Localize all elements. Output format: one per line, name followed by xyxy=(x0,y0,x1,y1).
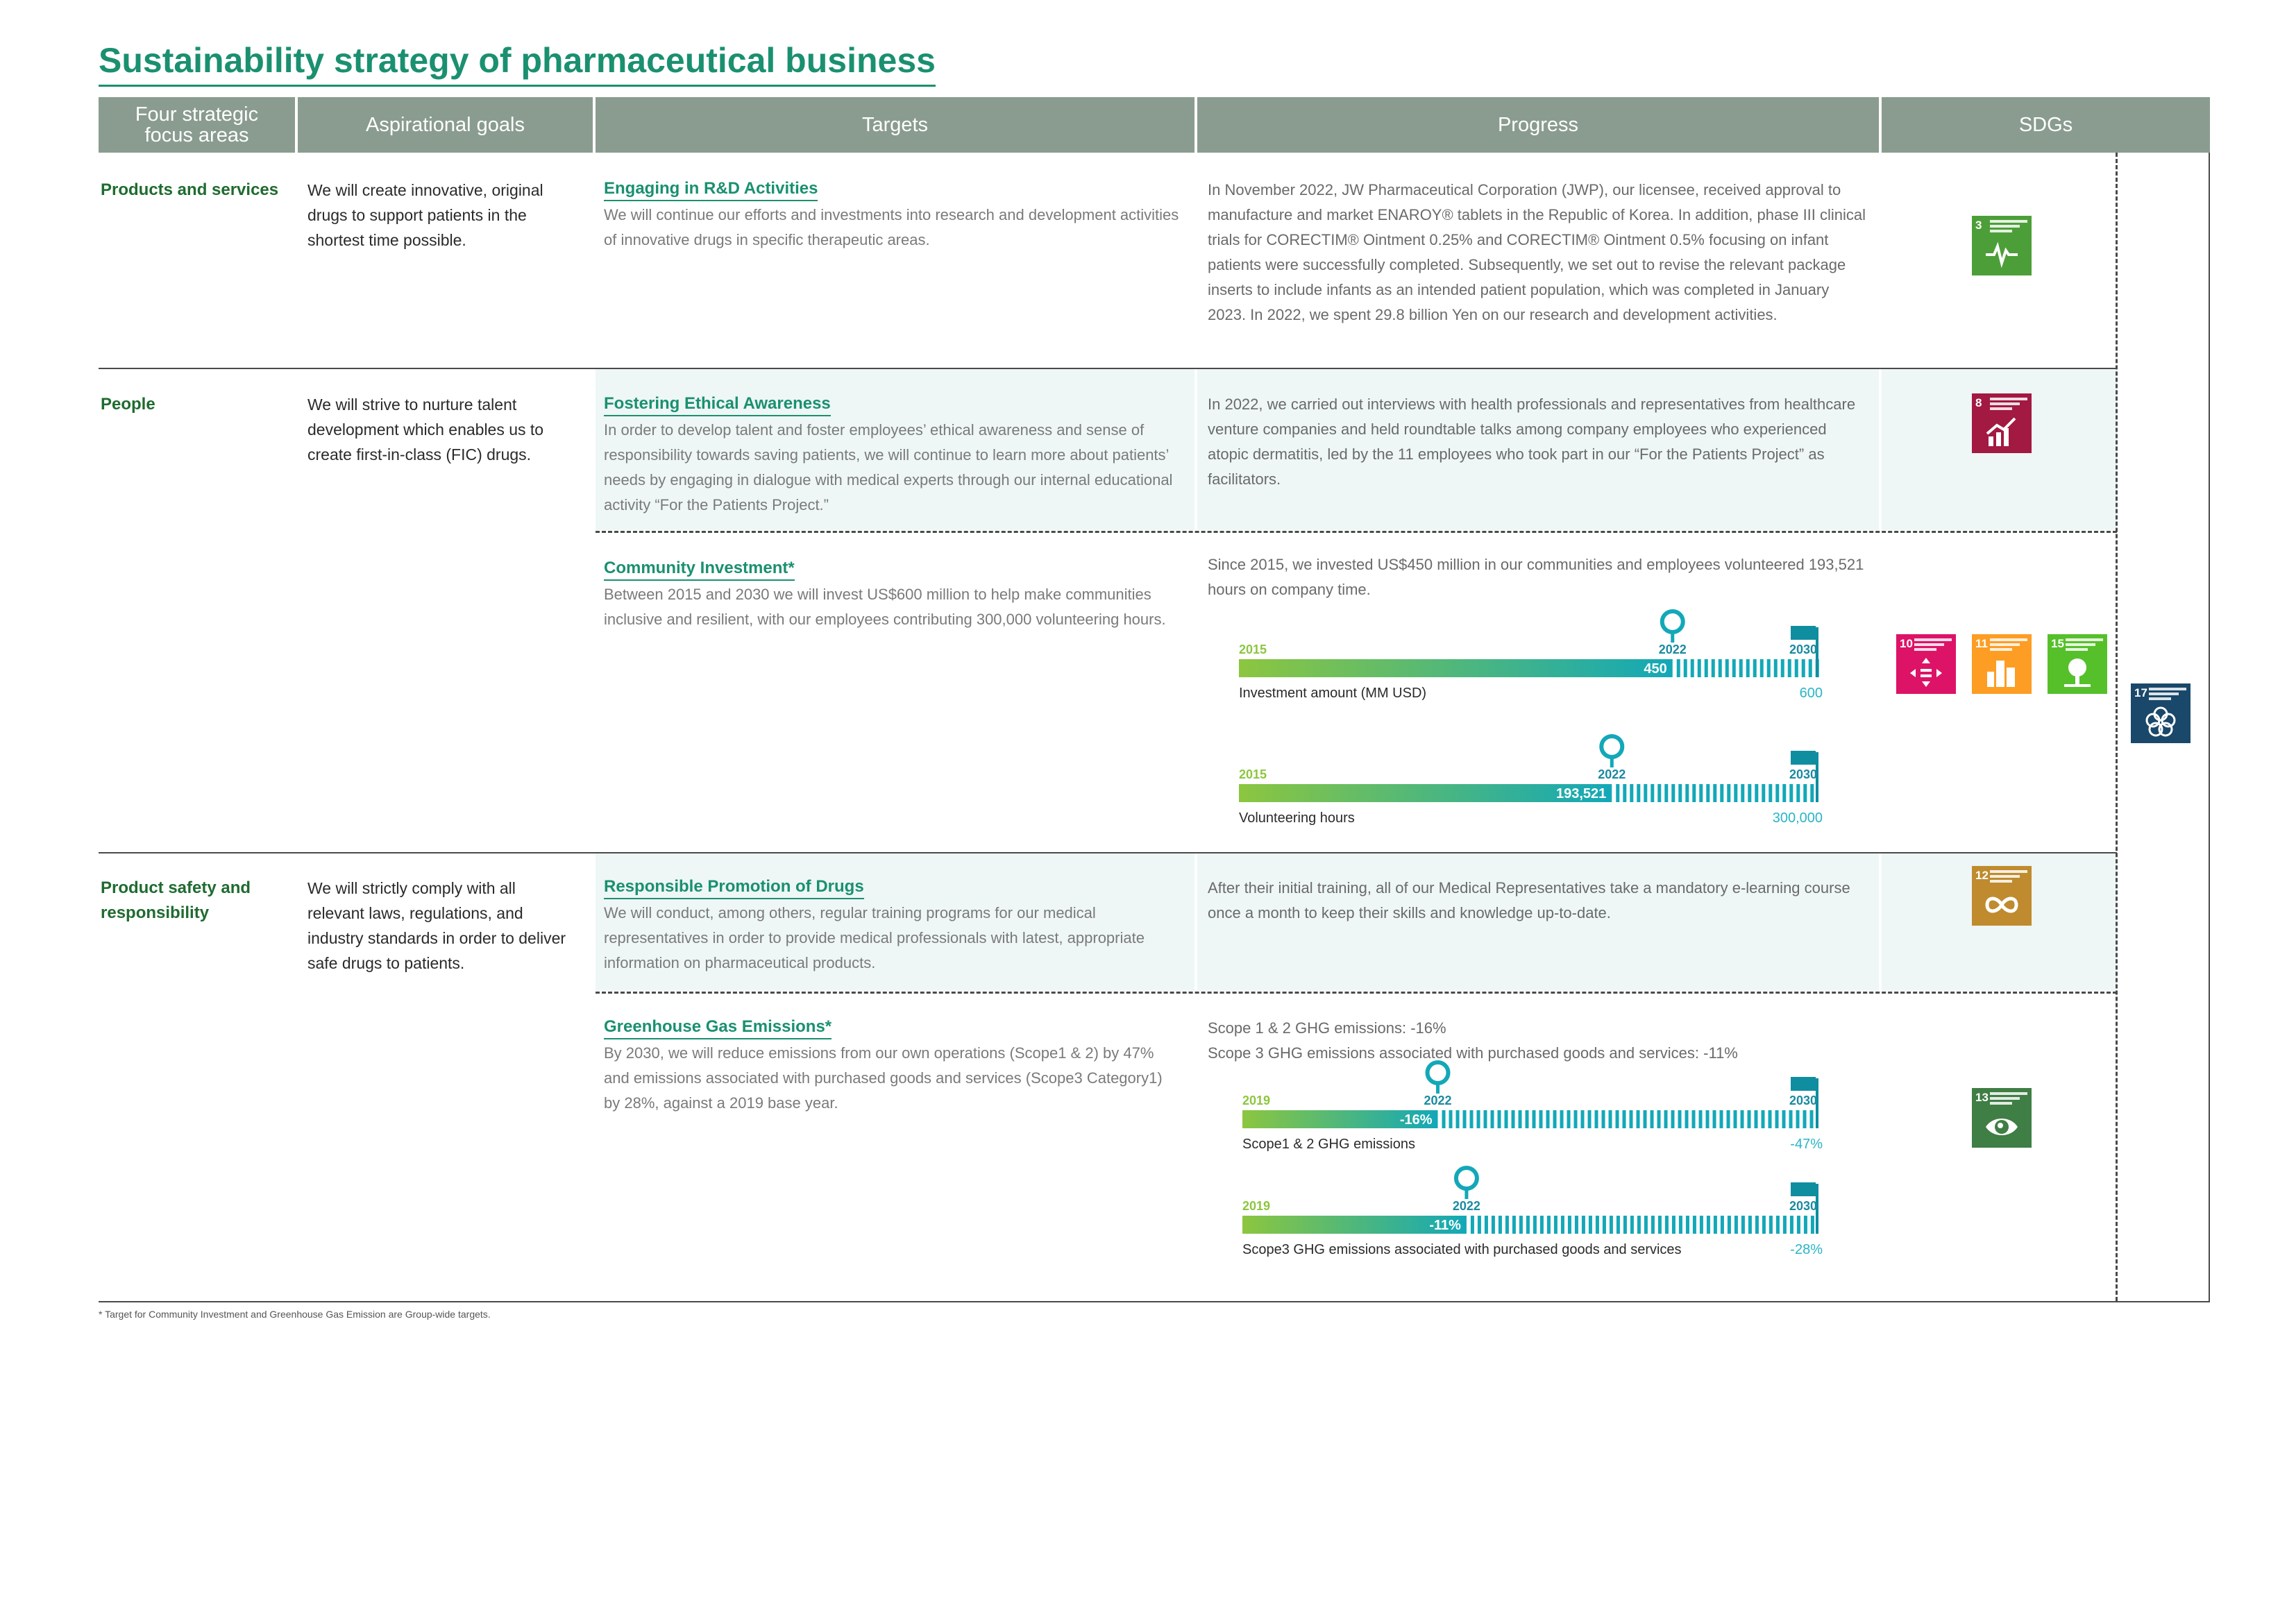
flag-icon xyxy=(1791,1077,1816,1091)
progress-bar-stripe xyxy=(1665,1216,1669,1234)
progress-bar-stripe xyxy=(1755,1216,1759,1234)
page-title: Sustainability strategy of pharmaceutical business xyxy=(99,40,936,87)
sdg-17-icon xyxy=(2131,683,2191,743)
focus-area-safety: Product safety and responsibility xyxy=(101,878,251,922)
progress-bar-stripe xyxy=(1796,784,1800,802)
progress-bar-stripe xyxy=(1762,784,1765,802)
progress-bar-stripe xyxy=(1589,1216,1592,1234)
progress-bar-stripe xyxy=(1803,1110,1807,1128)
progress-bar-stripe xyxy=(1471,1216,1474,1234)
progress-bar-stripe xyxy=(1449,1110,1453,1128)
progress-bar-stripe xyxy=(1721,1216,1724,1234)
target-desc-community: Between 2015 and 2030 we will invest US$600 million to help make communities inclusive and resilient, with our employees contributing 300,000 volunteering hours. xyxy=(604,586,1166,628)
target-title-community: Community Investment* xyxy=(604,559,795,581)
progress-bar-stripe xyxy=(1809,659,1812,677)
target-value-label: 600 xyxy=(1799,686,1823,701)
sdg-15-icon xyxy=(2048,634,2107,694)
progress-bar-stripe xyxy=(1505,1110,1508,1128)
progress-bar-stripe xyxy=(1790,1216,1793,1234)
progress-bar-stripe xyxy=(1442,1110,1446,1128)
progress-rnd: In November 2022, JW Pharmaceutical Corporation (JWP), our licensee, received approval to manufacture and market ENAROY® tablets in the Republic of Korea. In addition, phase III clinical trials for CORECTIM® Ointment 0.25% and CORECTIM® Ointment 0.5% focusing on infant patients were successfully completed. Subsequently, we set out to revise the relevant package inserts to include infants as an intended patient population, which was completed in January 2023. In 2022, we spent 29.8 billion Yen on our research and development activities. xyxy=(1208,181,1866,323)
progress-bar-stripe xyxy=(1746,659,1750,677)
progress-bar-stripe xyxy=(1719,659,1722,677)
progress-bar-stripe xyxy=(1677,659,1680,677)
sdg-8-icon xyxy=(1972,393,2032,453)
progress-bar-stripe xyxy=(1588,1110,1592,1128)
progress-bar-stripe xyxy=(1477,1110,1480,1128)
progress-bar-stripe xyxy=(1741,1216,1745,1234)
sdg-3-icon xyxy=(1972,216,2032,275)
goal-products: We will create innovative, original drugs to support patients in the shortest time possible. xyxy=(307,181,543,249)
progress-bar-stripe xyxy=(1623,1216,1627,1234)
sdg-goal-label-graphic xyxy=(1990,870,2027,885)
bar-caption: Volunteering hours xyxy=(1239,810,1355,826)
progress-bar-stripe xyxy=(1775,784,1779,802)
current-year-label: 2022 xyxy=(1598,767,1626,781)
sdg-goal-label-graphic xyxy=(1990,1092,2027,1107)
target-title-rnd: Engaging in R&D Activities xyxy=(604,179,818,201)
sdg-goal-label-graphic xyxy=(1990,398,2027,413)
tree-icon xyxy=(2060,656,2095,688)
goal-people: We will strive to nurture talent development which enables us to create first-in-class (FIC) drugs. xyxy=(307,396,544,464)
progress-bar-stripe xyxy=(1672,1216,1675,1234)
progress-bar-stripe xyxy=(1782,784,1786,802)
current-year-label: 2022 xyxy=(1424,1094,1452,1107)
progress-bar-stripe xyxy=(1609,1110,1612,1128)
progress-bar-stripe xyxy=(1526,1110,1529,1128)
progress-bar-stripe xyxy=(1553,1110,1557,1128)
bar-caption: Investment amount (MM USD) xyxy=(1239,686,1427,701)
header-sdgs: SDGs xyxy=(1882,97,2210,153)
progress-bar-stripe xyxy=(1762,1216,1766,1234)
progress-bar-stripe xyxy=(1769,1110,1772,1128)
progress-bar-stripe xyxy=(1685,1110,1689,1128)
current-value-label: -16% xyxy=(1399,1112,1433,1128)
progress-bar-stripe xyxy=(1519,1216,1523,1234)
progress-ethics: In 2022, we carried out interviews with health professionals and representatives from healthcare venture companies and held roundtable talks among company employees who experienced atopic dermatitis, led by the 11 employees who took part in our “For the Patients Project” as facilitators. xyxy=(1208,396,1856,488)
progress-bar-stripe xyxy=(1644,784,1647,802)
end-year-label: 2030 xyxy=(1789,1094,1817,1107)
focus-area-people: People xyxy=(101,395,155,414)
eye-earth-icon xyxy=(1984,1110,2019,1142)
progress-bar-stripe xyxy=(1671,1110,1675,1128)
progress-bar-stripe xyxy=(1574,1110,1578,1128)
infinity-icon xyxy=(1984,888,2019,920)
progress-bar-stripe xyxy=(1691,659,1694,677)
progress-bar-stripe xyxy=(1699,784,1703,802)
progress-bar-stripe xyxy=(1596,1216,1599,1234)
location-pin-icon xyxy=(1428,1062,1449,1083)
progress-bar-stripe xyxy=(1705,659,1708,677)
header-focus-areas: Four strategic focus areas xyxy=(99,97,295,153)
bar-caption: Scope1 & 2 GHG emissions xyxy=(1242,1137,1415,1152)
progress-bar-stripe xyxy=(1679,1216,1682,1234)
progress-bar-stripe xyxy=(1748,784,1751,802)
progress-bar-stripe xyxy=(1533,1110,1536,1128)
progress-bar-stripe xyxy=(1651,784,1654,802)
progress-bar-stripe xyxy=(1526,1216,1530,1234)
progress-community: Since 2015, we invested US$450 million in our communities and employees volunteered 193,521 hours on company time. xyxy=(1208,556,1864,598)
progress-bar-stripe xyxy=(1630,1216,1634,1234)
progress-bar-stripe xyxy=(1630,784,1633,802)
location-pin-icon xyxy=(1601,736,1622,757)
progress-ghg-scope3: Scope 3 GHG emissions associated with purchased goods and services: -11% xyxy=(1208,1044,1738,1062)
progress-bar-stripe xyxy=(1610,1216,1613,1234)
heartbeat-icon xyxy=(1984,238,2019,270)
progress-bar-stripe xyxy=(1539,1110,1543,1128)
progress-bar-stripe xyxy=(1720,1110,1723,1128)
progress-bar-stripe xyxy=(1728,1216,1731,1234)
progress-bar-stripe xyxy=(1630,1110,1633,1128)
sdg-number: 12 xyxy=(1975,869,1989,882)
progress-bar-stripe xyxy=(1776,1216,1780,1234)
progress-bar-stripe xyxy=(1714,1216,1717,1234)
progress-bar-stripe xyxy=(1732,659,1736,677)
progress-bar-stripe xyxy=(1547,1216,1551,1234)
progress-bar-stripe xyxy=(1567,1110,1571,1128)
progress-bar-stripe xyxy=(1540,1216,1544,1234)
start-year-label: 2019 xyxy=(1242,1199,1271,1213)
progress-bar-stripe xyxy=(1783,1216,1787,1234)
progress-bar-stripe xyxy=(1456,1110,1460,1128)
start-year-label: 2019 xyxy=(1242,1094,1271,1107)
progress-bar-stripe xyxy=(1739,659,1743,677)
header-progress: Progress xyxy=(1197,97,1879,153)
progress-bar-stripe xyxy=(1706,784,1710,802)
start-year-label: 2015 xyxy=(1239,643,1267,656)
bar-caption: Scope3 GHG emissions associated with purchased goods and services xyxy=(1242,1242,1682,1257)
progress-bar-stripe xyxy=(1623,1110,1626,1128)
sdg-goal-label-graphic xyxy=(2149,688,2186,703)
progress-bar-stripe xyxy=(1810,784,1814,802)
progress-bar-stripe xyxy=(1727,784,1730,802)
end-year-label: 2030 xyxy=(1789,643,1817,656)
sdg-goal-label-graphic xyxy=(1990,638,2027,654)
target-desc-rnd: We will continue our efforts and investments into research and development activities of innovative drugs in specific therapeutic areas. xyxy=(604,206,1179,248)
equality-arrows-icon xyxy=(1909,656,1943,688)
location-pin-icon xyxy=(1456,1168,1477,1189)
progress-bar-stripe xyxy=(1803,784,1807,802)
footnote: * Target for Community Investment and Greenhouse Gas Emission are Group-wide targets. xyxy=(99,1309,491,1320)
progress-bar-stripe xyxy=(1811,1216,1814,1234)
progress-bar-stripe xyxy=(1753,659,1757,677)
progress-bar-stripe xyxy=(1499,1216,1502,1234)
progress-bar-stripe xyxy=(1767,659,1771,677)
sdg-10-icon xyxy=(1896,634,1956,694)
progress-bar-stripe xyxy=(1795,659,1798,677)
focus-area-products: Products and services xyxy=(101,180,279,199)
progress-bar-stripe xyxy=(1693,1216,1696,1234)
progress-bar-stripe xyxy=(1802,659,1805,677)
current-year-label: 2022 xyxy=(1452,1199,1480,1213)
progress-bar-stripe xyxy=(1810,1110,1814,1128)
progress-bar-stripe xyxy=(1725,659,1729,677)
progress-bar-stripe xyxy=(1581,1110,1585,1128)
flag-icon xyxy=(1791,1182,1816,1196)
sdg-number: 3 xyxy=(1975,219,1982,232)
progress-bar-stripe xyxy=(1560,1110,1564,1128)
progress-bar-stripe xyxy=(1658,1216,1662,1234)
progress-bar-stripe xyxy=(1463,1110,1467,1128)
growth-chart-icon xyxy=(1984,416,2019,448)
target-value-label: -47% xyxy=(1790,1137,1823,1152)
progress-bar-stripe xyxy=(1554,1216,1558,1234)
progress-bar-stripe xyxy=(1678,1110,1682,1128)
progress-bar-stripe xyxy=(1748,1216,1752,1234)
target-desc-promotion: We will conduct, among others, regular training programs for our medical representatives in order to provide medical professionals with latest, appropriate information on pharmaceutical products. xyxy=(604,904,1145,971)
sdg-number: 11 xyxy=(1975,637,1988,650)
progress-bar-stripe xyxy=(1664,1110,1668,1128)
progress-bar-stripe xyxy=(1762,1110,1765,1128)
progress-bar-stripe xyxy=(1651,1216,1655,1234)
start-year-label: 2015 xyxy=(1239,767,1267,781)
progress-bar-stripe xyxy=(1623,784,1626,802)
progress-bar-stripe xyxy=(1734,1216,1738,1234)
progress-bar-stripe xyxy=(1796,1110,1800,1128)
progress-bar-stripe xyxy=(1797,1216,1800,1234)
progress-bar-stripe xyxy=(1760,659,1764,677)
progress-bar-stripe xyxy=(1582,1216,1585,1234)
progress-bar-stripe xyxy=(1602,1110,1605,1128)
progress-bar-stripe xyxy=(1470,1110,1474,1128)
progress-bar-stripe xyxy=(1637,1110,1640,1128)
progress-bar-stripe xyxy=(1686,1216,1689,1234)
progress-bar-stripe xyxy=(1699,1110,1703,1128)
sdg-number: 10 xyxy=(1900,637,1913,650)
progress-bar-stripe xyxy=(1700,1216,1703,1234)
progress-bar-stripe xyxy=(1748,1110,1751,1128)
goal-safety: We will strictly comply with all relevant laws, regulations, and industry standards in order to deliver safe drugs to patients. xyxy=(307,879,566,972)
sdg-number: 13 xyxy=(1975,1091,1989,1104)
sdg-number: 17 xyxy=(2134,686,2147,699)
progress-bar-stripe xyxy=(1505,1216,1509,1234)
target-desc-ethics: In order to develop talent and foster employees’ ethical awareness and sense of responsibility towards saving patients, we will continue to learn more about patients’ needs by engaging in dialogue with medical experts through our internal educational activity “For the Patients Project.” xyxy=(604,421,1173,513)
progress-bar-stripe xyxy=(1769,1216,1773,1234)
city-buildings-icon xyxy=(1984,656,2019,688)
progress-bar-stripe xyxy=(1498,1110,1501,1128)
progress-bar-stripe xyxy=(1512,1216,1516,1234)
current-year-label: 2022 xyxy=(1658,643,1687,656)
sdg-goal-label-graphic xyxy=(2066,638,2103,654)
progress-bar-stripe xyxy=(1657,1110,1661,1128)
progress-bar-stripe xyxy=(1755,1110,1758,1128)
progress-bar-stripe xyxy=(1492,1216,1495,1234)
progress-promotion: After their initial training, all of our Medical Representatives take a mandatory e-learning course once a month to keep their skills and knowledge up-to-date. xyxy=(1208,879,1850,921)
target-desc-ghg: By 2030, we will reduce emissions from our own operations (Scope1 & 2) by 47% and emissions associated with purchased goods and services (Scope3 Category1) by 28%, against a 2019 base year. xyxy=(604,1044,1163,1112)
progress-bar-stripe xyxy=(1684,659,1687,677)
progress-bar-stripe xyxy=(1734,784,1737,802)
progress-bar-stripe xyxy=(1491,1110,1494,1128)
progress-bar-stripe xyxy=(1651,1110,1654,1128)
progress-bar-fill xyxy=(1239,659,1673,677)
progress-bar-stripe xyxy=(1712,659,1715,677)
header-targets: Targets xyxy=(596,97,1195,153)
progress-bar-stripe xyxy=(1512,1110,1515,1128)
progress-bar-stripe xyxy=(1685,784,1689,802)
flag-icon xyxy=(1791,626,1816,640)
current-value-label: 193,521 xyxy=(1555,786,1607,801)
location-pin-icon xyxy=(1662,611,1683,632)
progress-bar-stripe xyxy=(1616,784,1619,802)
progress-bar-stripe xyxy=(1603,1216,1606,1234)
sdg-number: 8 xyxy=(1975,396,1982,409)
progress-bar-stripe xyxy=(1707,1216,1710,1234)
progress-bar-stripe xyxy=(1804,1216,1807,1234)
target-value-label: -28% xyxy=(1790,1242,1823,1257)
sdg-13-icon xyxy=(1972,1088,2032,1148)
progress-bar-stripe xyxy=(1485,1216,1488,1234)
progress-bar-stripe xyxy=(1782,1110,1786,1128)
progress-ghg-scope12: Scope 1 & 2 GHG emissions: -16% xyxy=(1208,1019,1446,1037)
progress-bar-stripe xyxy=(1637,1216,1641,1234)
progress-bar-stripe xyxy=(1644,1216,1648,1234)
progress-bar-stripe xyxy=(1616,1110,1619,1128)
progress-bar-stripe xyxy=(1671,784,1675,802)
progress-bar-stripe xyxy=(1741,1110,1744,1128)
progress-bar-stripe xyxy=(1789,1110,1793,1128)
progress-bar-stripe xyxy=(1789,784,1793,802)
progress-bar-stripe xyxy=(1637,784,1640,802)
flag-icon xyxy=(1791,751,1816,765)
end-year-label: 2030 xyxy=(1789,1199,1817,1213)
progress-bar-stripe xyxy=(1533,1216,1537,1234)
progress-bar-stripe xyxy=(1664,784,1668,802)
current-value-label: -11% xyxy=(1429,1218,1461,1233)
target-title-ghg: Greenhouse Gas Emissions* xyxy=(604,1017,832,1039)
progress-bar-stripe xyxy=(1575,1216,1578,1234)
progress-bar-stripe xyxy=(1774,659,1778,677)
progress-bar-stripe xyxy=(1769,784,1772,802)
progress-bar-stripe xyxy=(1692,784,1696,802)
progress-bar-stripe xyxy=(1755,784,1758,802)
progress-bar-stripe xyxy=(1781,659,1784,677)
sdg-number: 15 xyxy=(2051,637,2064,650)
sdg-12-icon xyxy=(1972,866,2032,926)
current-value-label: 450 xyxy=(1644,661,1667,677)
progress-bar-stripe xyxy=(1561,1216,1564,1234)
progress-bar-stripe xyxy=(1788,659,1791,677)
progress-bar-stripe xyxy=(1727,1110,1730,1128)
sdg-11-icon xyxy=(1972,634,2032,694)
target-value-label: 300,000 xyxy=(1772,810,1823,826)
progress-bar-stripe xyxy=(1478,1216,1481,1234)
header-goals: Aspirational goals xyxy=(298,97,593,153)
progress-bar-stripe xyxy=(1698,659,1701,677)
partnership-flower-icon xyxy=(2143,706,2178,738)
progress-bar-stripe xyxy=(1678,784,1682,802)
progress-bar-stripe xyxy=(1519,1110,1522,1128)
progress-bar-stripe xyxy=(1741,784,1744,802)
progress-bar-stripe xyxy=(1644,1110,1647,1128)
sdg-goal-label-graphic xyxy=(1990,220,2027,235)
progress-bar-stripe xyxy=(1775,1110,1779,1128)
progress-bar-stripe xyxy=(1657,784,1661,802)
progress-bar-stripe xyxy=(1692,1110,1696,1128)
progress-bar-stripe xyxy=(1713,784,1716,802)
end-year-label: 2030 xyxy=(1789,767,1817,781)
progress-bar-stripe xyxy=(1706,1110,1710,1128)
target-title-ethics: Fostering Ethical Awareness xyxy=(604,394,831,416)
progress-bar-stripe xyxy=(1595,1110,1598,1128)
progress-bar-stripe xyxy=(1720,784,1723,802)
target-title-promotion: Responsible Promotion of Drugs xyxy=(604,877,864,899)
progress-bar-stripe xyxy=(1734,1110,1737,1128)
progress-bar-stripe xyxy=(1568,1216,1571,1234)
sdg-goal-label-graphic xyxy=(1914,638,1952,654)
progress-bar-stripe xyxy=(1617,1216,1620,1234)
progress-bar-stripe xyxy=(1484,1110,1487,1128)
progress-bar-stripe xyxy=(1546,1110,1550,1128)
progress-bar-stripe xyxy=(1713,1110,1716,1128)
